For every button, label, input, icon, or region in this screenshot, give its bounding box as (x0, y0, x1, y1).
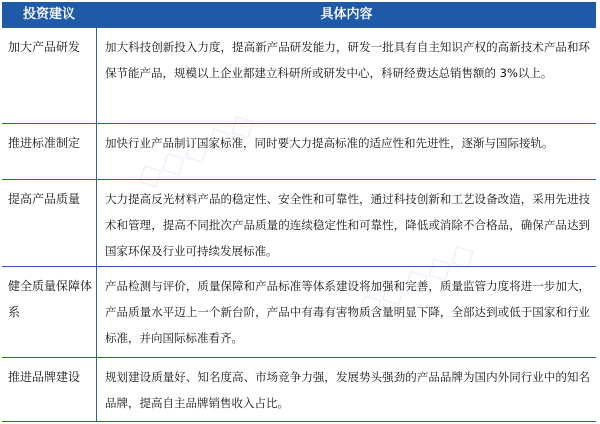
watermark-graphic: ◇◇◇◇◇ (128, 101, 263, 199)
investment-suggestions-table (2, 2, 596, 422)
row-key: 加大产品研发 (8, 40, 81, 54)
row-value: 产品检测与评价，质量保障和产品标准等体系建设将加强和完善，质量监管力度将进一步加大，产品质量水平迈上一个新台阶，产品中有毒有害物质含量明显下降，全部达到或低于国家和行业标准，并向国际标准看齐。 (105, 279, 590, 345)
row-divider (2, 421, 596, 422)
header-col-suggestion: 投资建议 (22, 7, 75, 22)
row-key: 推进标准制定 (8, 136, 81, 150)
table-row (2, 124, 596, 179)
row-key: 提高产品质量 (8, 192, 81, 206)
row-key: 健全质量保障体系 (8, 279, 93, 319)
row-value: 加快行业产品制订国家标准，同时要大力提高标准的适应性和先进性，逐渐与国际接轨。 (105, 136, 554, 150)
table-row (2, 358, 596, 421)
header-col-content: 具体内容 (320, 7, 373, 22)
row-key: 推进品牌建设 (8, 370, 81, 384)
table-row (2, 267, 596, 357)
table-row (2, 28, 596, 123)
table-row (2, 180, 596, 266)
watermark-graphic: ◇◇◇◇◇ (348, 231, 483, 329)
table-header (2, 2, 596, 27)
row-value: 加大科技创新投入力度，提高新产品研发能力，研发一批具有自主知识产权的高新技术产品和环保节能产品，规模以上企业都建立科研所或研发中心，科研经费达总销售额的 3%以上。 (105, 40, 590, 80)
row-value: 大力提高反光材料产品的稳定性、安全性和可靠性，通过科技创新和工艺设备改造，采用先进技术和管理，提高不同批次产品质量的连续稳定性和可靠性，降低或消除不合格品，确保产品达到国家环保及行业可持续发展标准。 (105, 192, 590, 258)
row-value: 规划建设质量好、知名度高、市场竞争力强，发展势头强劲的产品品牌为国内外同行业中的知名品牌，提高自主品牌销售收入占比。 (105, 370, 590, 410)
